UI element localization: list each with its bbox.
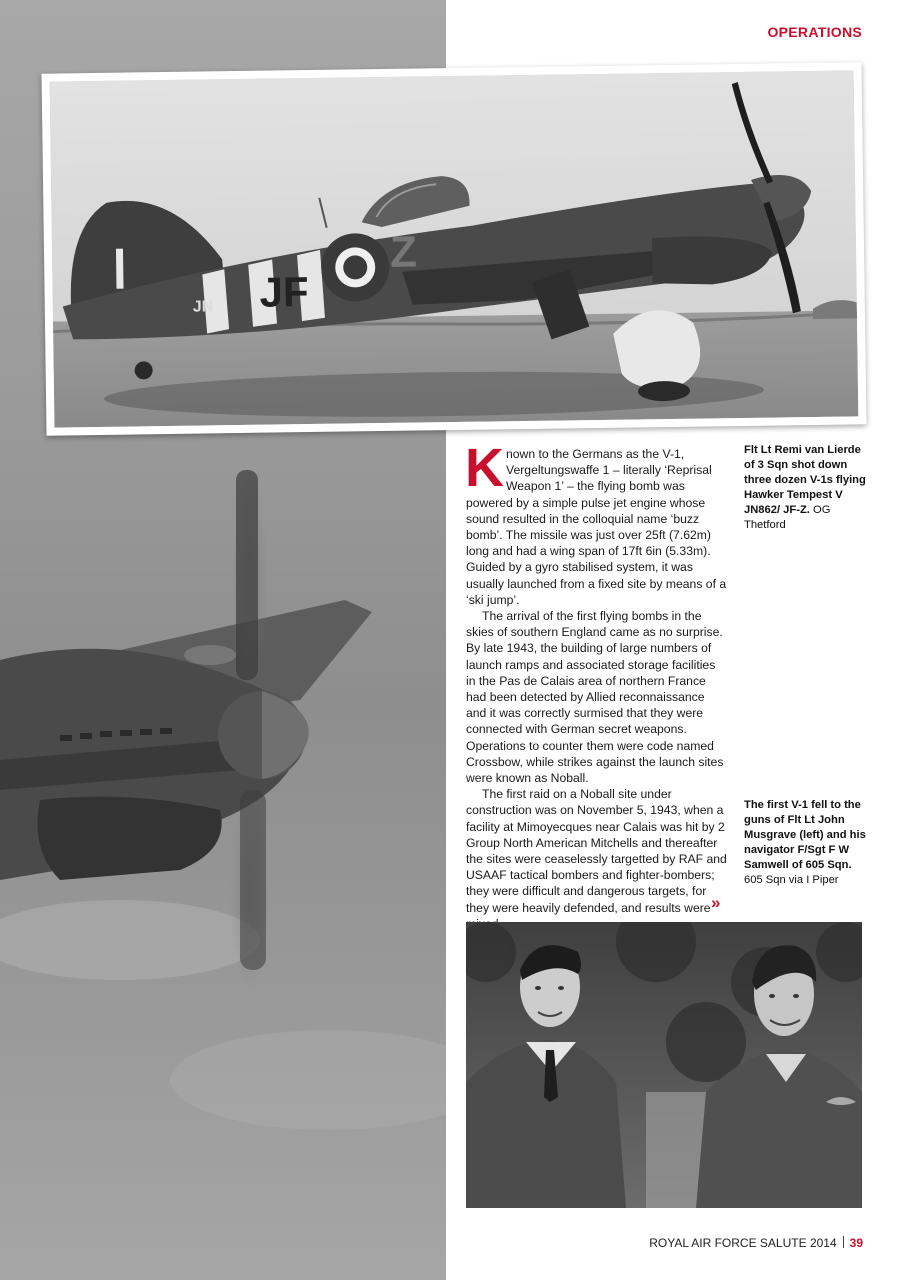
- article-body: [465, 438, 728, 932]
- tempest-ground-photo: [42, 62, 867, 435]
- airmen-illustration: [466, 922, 862, 1208]
- caption-credit: OG Thetford: [744, 504, 831, 531]
- tempest-illustration: [50, 70, 859, 427]
- continue-arrow-icon: »: [711, 893, 721, 912]
- airmen-photo: [466, 922, 862, 1208]
- article-paragraph-3: The first raid on a Noball site under construction was on November 5, 1943, when a facility at Mimoyecques near Calais was hit by 2 Group North American Mitchells and thereafter the sites were ceaselessly targetted by RAF and USAAF tactical bombers and fighter-bombers; they were difficult and dangerous targets, for they were heavily defended, and results were: [466, 787, 727, 915]
- publication-title: ROYAL AIR FORCE SALUTE 2014: [649, 1236, 837, 1250]
- article-paragraph-1: [465, 438, 728, 608]
- caption-text: Flt Lt Remi van Lierde of 3 Sqn shot down three dozen V-1s flying Hawker Tempest V JN862/ JF-Z.: [744, 444, 866, 516]
- article-paragraph-2: The arrival of the first flying bombs in the skies of southern England came as no surprise. By late 1943, the building of large numbers of launch ramps and associated storage facilities in the Pas de Calais area of northern France had been detected by Allied reconnaissance and it was correctly surmised that they were connected with German secret weapons. Operations to counter them were code named Crossbow, while strikes against the launch sites were known as Noball.: [466, 609, 724, 786]
- fuselage-code: JF: [259, 268, 309, 316]
- paragraph-text: nown to the Germans as the V-1, Vergeltungswaffe 1 – literally ‘Reprisal Weapon 1’ – the flying bomb was powered by a simple pulse jet engine whose sound resulted in the colloquial name ‘buzz bomb’. The missile was just over 25ft (7.62m) long and had a wing span of 17ft 6in (5.33m). Guided by a gyro stabilised system, it was usually launched from a fixed site by means of a ‘ski jump’.: [466, 447, 727, 607]
- footer-divider: [843, 1236, 844, 1248]
- aircraft-letter: Z: [389, 227, 418, 277]
- caption-credit: 605 Sqn via I Piper: [744, 874, 839, 886]
- top-photo-caption: [744, 443, 869, 533]
- page-footer: [649, 1236, 863, 1250]
- section-label: OPERATIONS: [767, 24, 862, 40]
- tail-code: JN: [192, 298, 214, 316]
- bottom-photo-caption: [744, 798, 869, 888]
- page-number: 39: [849, 1236, 863, 1250]
- caption-text: The first V-1 fell to the guns of Flt Lt John Musgrave (left) and his navigator F/Sgt F W Samwell of 605 Sqn.: [744, 799, 866, 871]
- drop-cap: K: [465, 438, 504, 498]
